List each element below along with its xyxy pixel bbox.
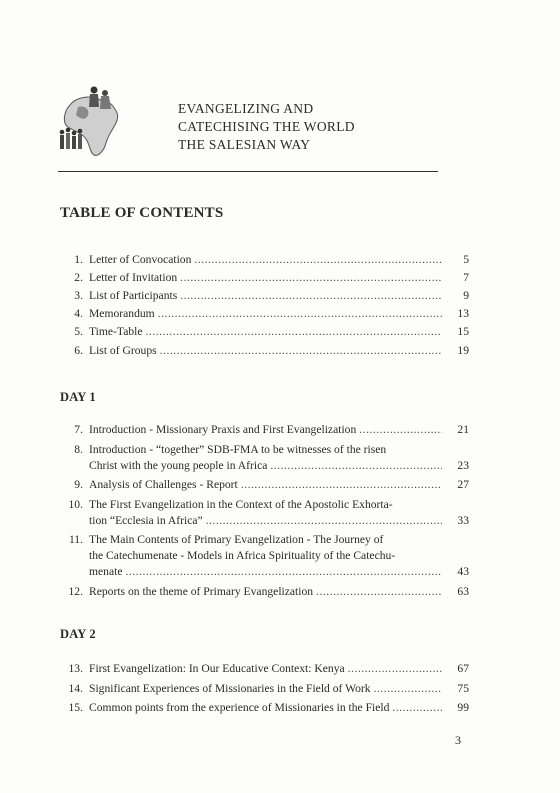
dot-leader <box>316 585 442 598</box>
toc-entry-number: 13. <box>68 662 83 675</box>
toc-entry-number: 4. <box>74 307 83 321</box>
toc-entry-page: 19 <box>457 343 469 357</box>
toc-entry-page: 27 <box>457 478 469 491</box>
toc-title: TABLE OF CONTENTS <box>60 205 224 221</box>
dot-leader <box>270 459 442 472</box>
dot-leader <box>180 289 442 302</box>
toc-entry-title: Reports on the theme of Primary Evangelization <box>89 584 314 598</box>
toc-entry-title: Significant Experiences of Missionaries in the Field of Work <box>89 681 371 695</box>
toc-entry-page: 15 <box>457 325 469 339</box>
toc-entry-title: Memorandum <box>89 307 155 321</box>
toc-entry-title: List of Groups <box>89 343 157 357</box>
toc-entry-title: tion “Ecclesia in Africa” <box>89 513 203 527</box>
dot-leader <box>180 271 442 284</box>
toc-entry-title: The First Evangelization in the Context of the Apostolic Exhorta- <box>89 497 393 511</box>
toc-entry-number: 15. <box>68 701 83 714</box>
toc-entry-title: Analysis of Challenges - Report <box>89 478 238 491</box>
dot-leader <box>206 514 442 527</box>
toc-entry-number: 11. <box>68 533 83 546</box>
toc-entry-number: 6. <box>74 343 83 357</box>
book-title-line: CATECHISING THE WORLD <box>178 119 355 134</box>
toc-entry-page: 43 <box>457 565 469 578</box>
dot-leader <box>392 701 442 714</box>
toc-entry-number: 12. <box>68 584 83 598</box>
dot-leader <box>146 325 442 338</box>
toc-entry-page: 7 <box>463 271 469 285</box>
toc-entry-title: List of Participants <box>89 289 178 303</box>
book-title-line: THE SALESIAN WAY <box>178 137 311 152</box>
toc-entry-title: Introduction - “together” SDB-FMA to be witnesses of the risen <box>89 442 387 456</box>
dot-leader <box>158 307 442 320</box>
page-number: 3 <box>455 733 461 747</box>
toc-entry-title: Christ with the young people in Africa <box>89 458 268 472</box>
dot-leader <box>125 565 442 578</box>
toc-entry-number: 9. <box>74 478 83 491</box>
book-title-line: EVANGELIZING AND <box>178 101 314 116</box>
toc-entry-title: Introduction - Missionary Praxis and First Evangelization <box>89 423 357 436</box>
toc-entry-page: 63 <box>457 584 469 598</box>
toc-entry-page: 21 <box>457 423 469 436</box>
toc-entry-title: Letter of Invitation <box>89 271 178 285</box>
toc-entry-number: 10. <box>68 497 83 511</box>
book-title <box>178 100 355 154</box>
toc-entry-page: 99 <box>457 701 469 714</box>
header-divider <box>58 171 438 172</box>
toc-entry-page: 5 <box>463 253 469 266</box>
dot-leader <box>374 682 442 695</box>
dot-leader <box>160 344 442 357</box>
toc-entry-page: 67 <box>457 662 469 675</box>
dot-leader <box>241 478 442 491</box>
toc-entry-page: 13 <box>457 307 469 321</box>
toc-entry-title: menate <box>89 565 123 578</box>
toc-entry-page: 23 <box>457 458 469 472</box>
toc-entry-number: 1. <box>74 253 83 266</box>
toc-entry-title: Time-Table <box>89 325 143 339</box>
toc-entry-page: 33 <box>457 513 469 527</box>
day1-heading: DAY 1 <box>60 390 96 404</box>
toc-entry-title: First Evangelization: In Our Educative Context: Kenya <box>89 662 345 675</box>
toc-entry-number: 2. <box>74 271 83 285</box>
africa-logo-icon <box>56 83 126 161</box>
toc-entry-page: 75 <box>457 681 469 695</box>
toc-entry-page: 9 <box>463 289 469 303</box>
toc-entry-number: 8. <box>74 442 83 456</box>
day2-heading: DAY 2 <box>60 627 96 641</box>
toc-entry-title: Common points from the experience of Missionaries in the Field <box>89 701 390 714</box>
toc-entry-number: 7. <box>74 423 83 436</box>
toc-entry-number: 5. <box>74 325 83 339</box>
toc-entry-title: Letter of Convocation <box>89 253 192 266</box>
dot-leader <box>194 253 442 266</box>
toc-entry-title: the Catechumenate - Models in Africa Spirituality of the Catechu- <box>89 549 396 562</box>
dot-leader <box>359 423 442 436</box>
toc-entry-title: The Main Contents of Primary Evangelization - The Journey of <box>89 533 384 546</box>
dot-leader <box>348 662 442 675</box>
toc-entry-number: 14. <box>68 681 83 695</box>
toc-entry-number: 3. <box>74 289 83 303</box>
